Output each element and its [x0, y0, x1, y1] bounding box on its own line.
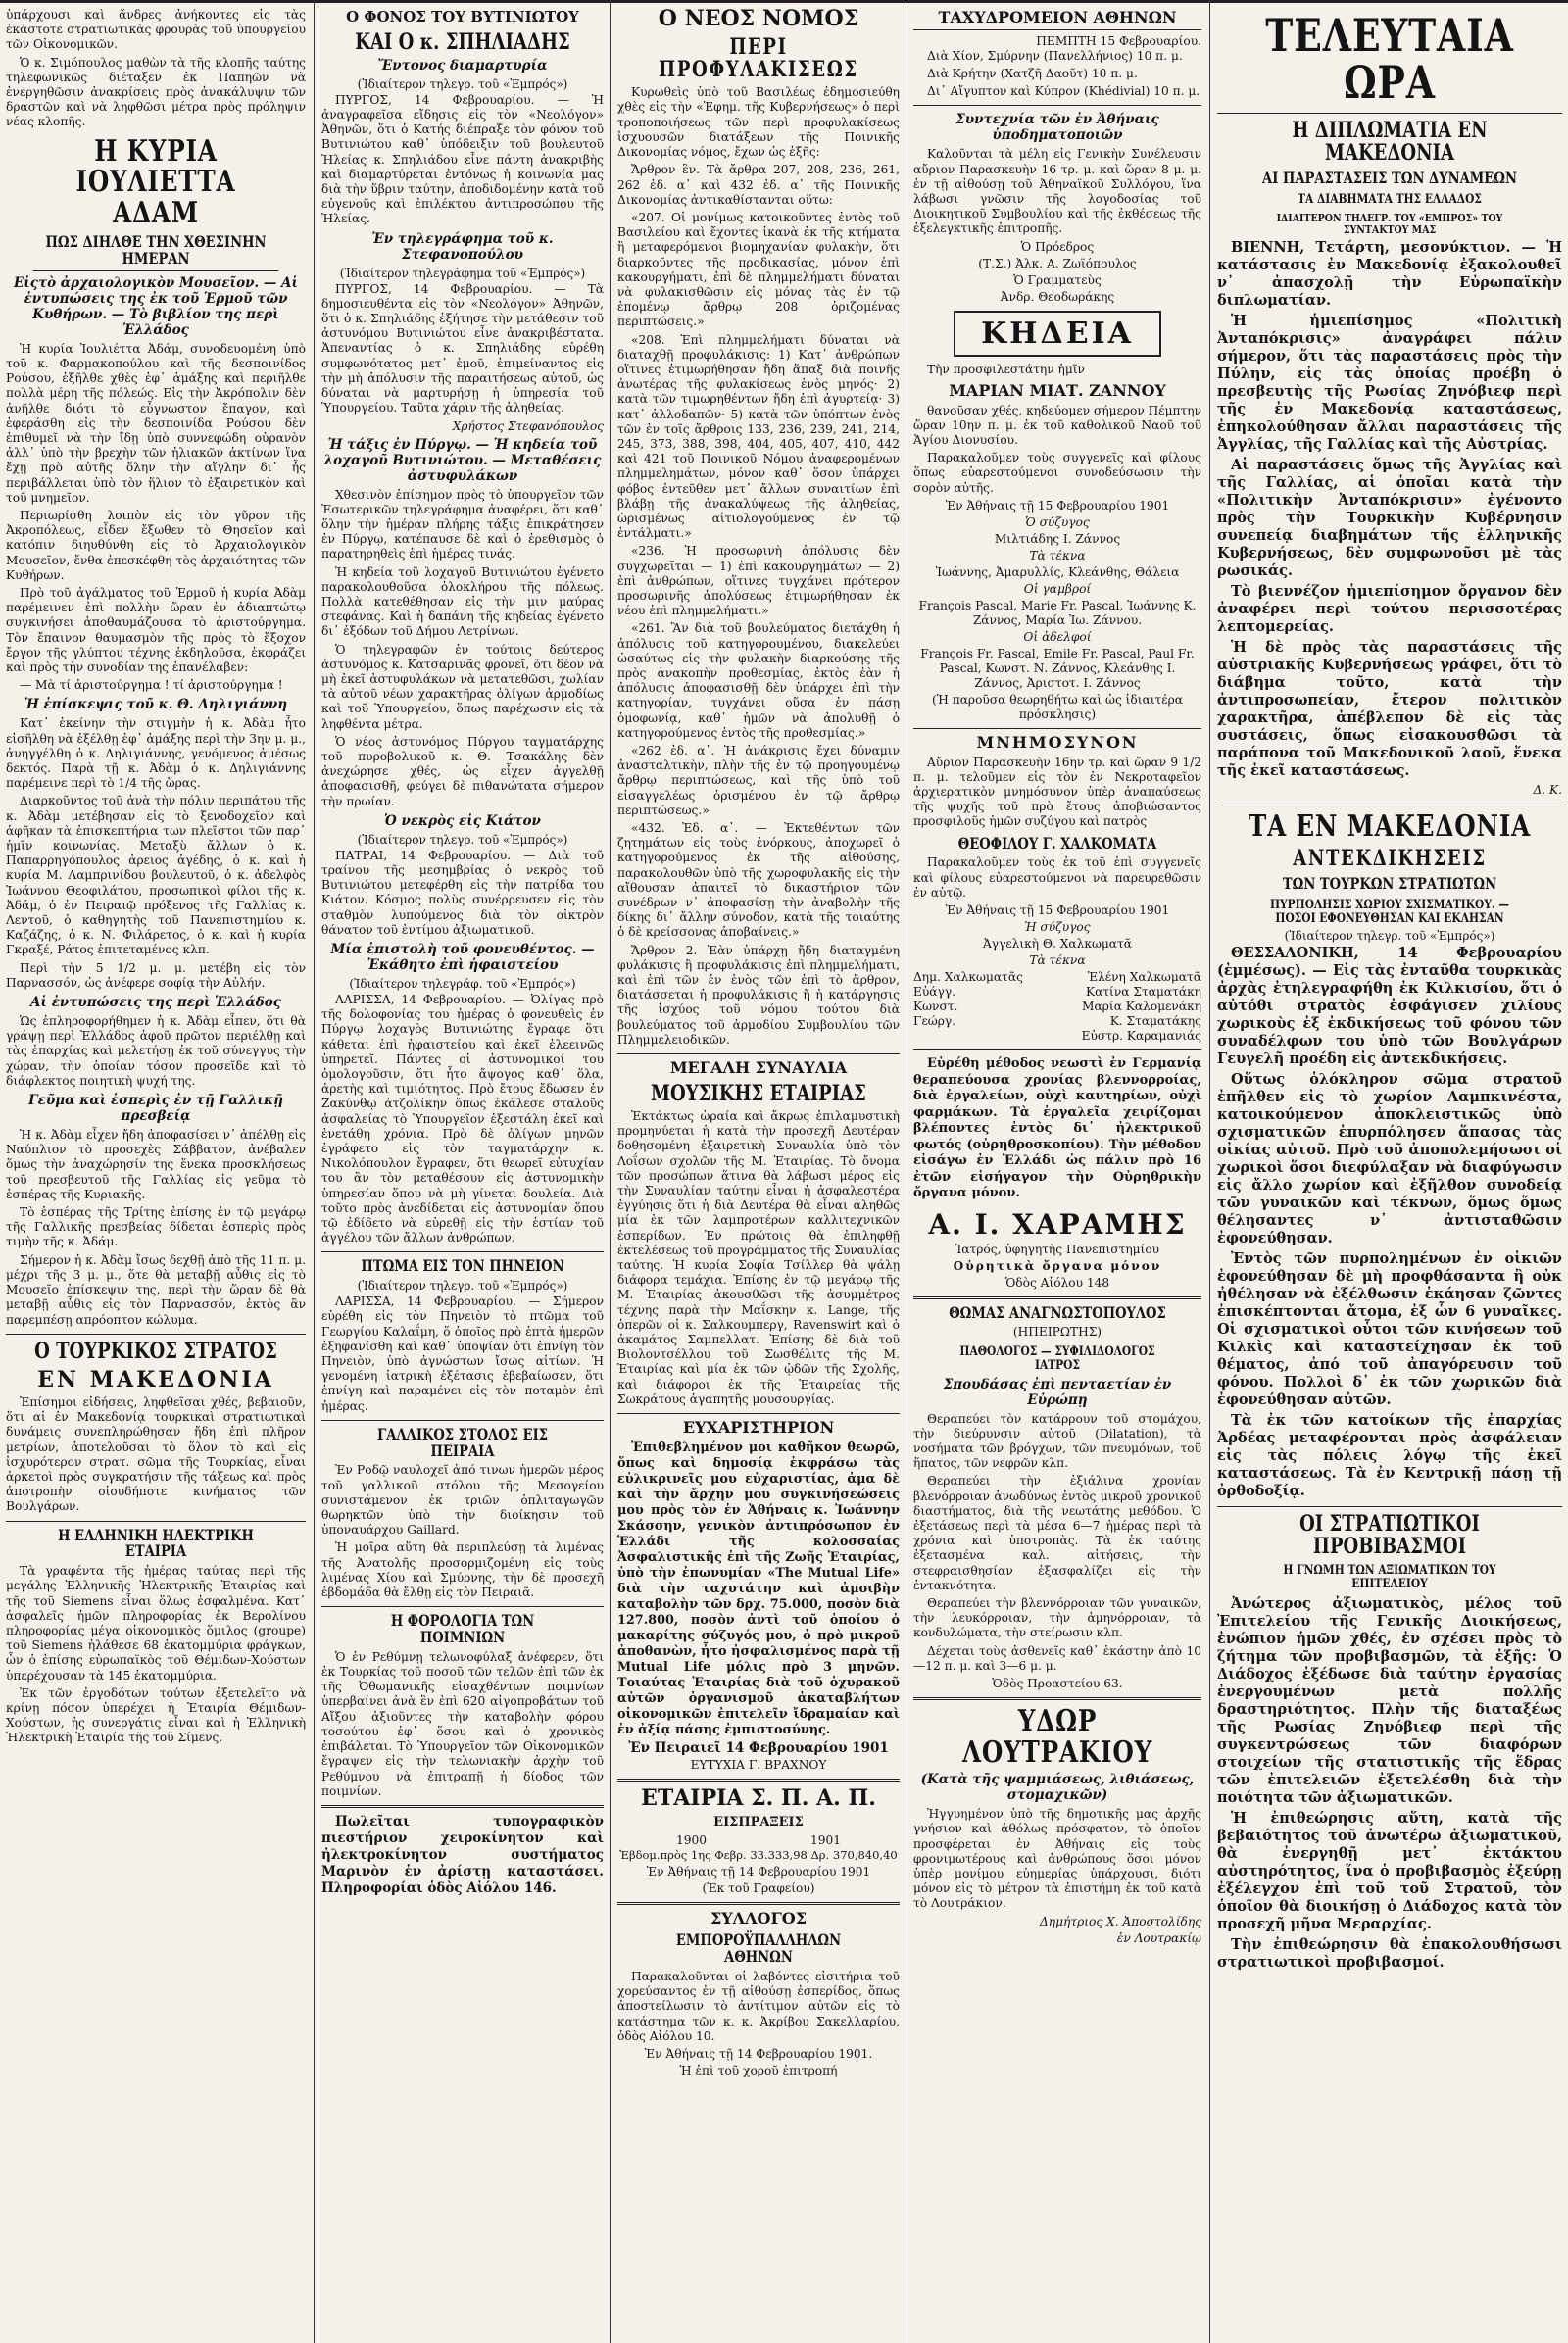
memorial-title: ΜΝΗΜΟΣΥΝΟΝ	[976, 732, 1139, 752]
dateline: (Ἰδιαίτερον τηλεγράφ. τοῦ «Ἐμπρός»)	[349, 976, 576, 991]
column-1	[0, 0, 312, 2343]
article-text: Ὁ νέος ἀστυνόμος Πύργου ταγματάρχης τοῦ πυροβολικοῦ κ. Θ. Τσακάλης δὲν ἀνεχώρησε χθές, ὡς εἶχεν ἀγγελθῇ ἀποφασισθῆ, φεύγει δὲ πιθανώτατα σήμερον τὴν πρωίαν.	[321, 734, 604, 808]
article-text: Θεραπεύει τὴν ἐξιάλινα χρονίαν βλενόρροιαν ἀνωδύνως ἐντὸς μικροῦ χρονικοῦ διαστήματος, διὰ τῆς νεωτάτης μεθόδου. Ὁ ἐξετάσεως περὶ τὰ μέσα 6—7 ἡμέρας περὶ τὰ χρόνια καὶ ὑποτροπὰς. Τὰ ἐκ ταύτης ἐξετασμένα καλ. αἰτήσεις, τὴν στεφραισθησίαν ἐξασφαλίζει εἰς τὴν ἐντακνότητα.	[913, 1474, 1201, 1592]
article-text: Κυρωθεὶς ὑπὸ τοῦ Βασιλέως ἐδημοσιεύθη χθὲς εἰς τὴν «Ἐφημ. τῆς Κυβερνήσεως» ὁ περὶ τροποποιήσεως τῶν περὶ προφυλακίσεως ἰσχυουσῶν διατάξεων τῆς Ποινικῆς Δικονομίας νόμος, ἔχων ὡς ἑξῆς:	[617, 85, 900, 160]
article-text-bold: Ἡ ἡμιεπίσημος «Πολιτικὴ Ἀνταπόκρισις» ἀναγράφει πάλιν σήμερον, ὅτι τὰς παραστάσεις πρὸς τὴν Πύλην, εἰς τὰς ὁποίας προέβη ὁ πρεσβευτὴς τῆς Ρωσίας Ζηνόβιεφ περὶ τῆς ἐν Μακεδονίᾳ καταστάσεως, ἐπηκολούθησαν ἄλλαι παραστάσεις τῆς Ἀγγλίας, τῆς Γαλλίας καὶ τῆς Αὐστρίας.	[1217, 313, 1562, 454]
funeral-names: Μιλτιάδης Ι. Ζάννος	[994, 531, 1121, 546]
headline-music-2: ΜΟΥΣΙΚΗΣ ΕΤΑΙΡΙΑΣ	[651, 1080, 866, 1106]
doctor2-title: ΠΑΘΟΛΟΓΟΣ — ΣΥΦΙΛΙΔΟΛΟΓΟΣ ΙΑΤΡΟΣ	[959, 1344, 1155, 1373]
article-text-bold: Ἐντὸς τῶν πυρπολημένων ἐν οἰκιῶν ἐφονεύθησαν δὲ μὴ προφθάσαντα ἢ οὐκ ἠθέλησαν νὰ ἐξέλθωσιν ἐκάησαν ζῶντες ἐπισκέπτονται ἄτομα, ἐξ ὧν 6 γυναῖκες. Οἱ σχισματικοὶ οὗτοι τῶν κινήσεων τοῦ Κιλκὶς καὶ καταστείχησαν ἐκ τοῦ θέματος, ἀπό τοῦ ἀπαγόρευσιν τοῦ φόνου. Πολλοὶ δ᾽ ἐκ τῶν χωρικῶν διὰ ἐφονεύθησαν αὐτῶν.	[1217, 1250, 1562, 1409]
headline-music: ΜΕΓΑΛΗ ΣΥΝΑΥΛΙΑ	[669, 1058, 848, 1078]
memorial-date: Ἐν Ἀθήναις τῇ 15 Φεβρουαρίου 1901	[945, 903, 1170, 918]
thanks-text: Ἐπιθεβλημένον μοι καθῆκον θεωρῶ, ὅπως καὶ δημοσίᾳ ἐκφράσω τὰς εὐλικρινεῖς μου εὐχαριστίας, ἀμα δὲ καὶ τὴν ἄρχην μου συγκινήσεώσεις μου πρὸς τὸν ἐν Ἀθήναις κ. Ἰωάννην Σκάσσην, γενικὸν ἀντιπρόσωπον ἐν Ἑλλάδι τῆς κολοσσαίας Ἀσφαλιστικῆς ἐπὶ τῆς Ζωῆς Ἑταιρίας, ὑπὸ τὴν ἐπωνυμίαν «The Mutual Life» διὰ τὴν ταχυτάτην καὶ ἀμοιβὴν καταβολὴν τῶν δρχ. 75.000, ποσὸν διὰ 127.800, ποσὸν ἀντὶ τοῦ ὁποίου ὁ μακαρίτης σύζυγός μου, ὁ πρὸ μικροῦ ἀποθανὼν, ἦτο ἠσφαλισμένος παρὰ τῇ Mutual Life μόλις πρὸ 3 μηνῶν. Τοιαύτας Ἑταιρίας διὰ τοῦ ὀχυρακοῦ αὐτῶν ὀργανισμοῦ ἀκαταβλήτων οἰκονομικῶν ἐπιτελεῖν ἴδραμαίαν καὶ ἐν ἀξίᾳ πάσης ἐμπιστοσύνης.	[617, 1440, 900, 1737]
memorial-row	[913, 1014, 1201, 1029]
headline-army: Ο ΤΟΥΡΚΙΚΟΣ ΣΤΡΑΤΟΣ	[34, 1338, 277, 1364]
column-rule	[610, 0, 611, 2343]
article-text: Αὔριον Παρασκευὴν 16ην τρ. καὶ ὥραν 9 1/2 π. μ. τελοῦμεν εἰς τὸν ἐν Νεκροταφεῖον ἀρχιερατικὸν μνημόσυνον ὑπὲρ ἀναπαύσεως τῆς ψυχῆς τοῦ πρὸ ἔτους ἀποβιώσαντος προσφιλοῦς ἡμῶν συζύγου καὶ πατρὸς	[913, 755, 1201, 829]
column-5	[1211, 0, 1568, 2343]
article-text: Ἄρθρον ἓν. Τὰ ἄρθρα 207, 208, 236, 261, 262 ἐδ. α᾽ καὶ 432 ἐδ. α᾽ τῆς Ποινικῆς Δικονομίας ἀντικαθίστανται οὕτω:	[617, 163, 900, 207]
spap-date: Ἐν Ἀθήναις τῇ 14 Φεβρουαρίου 1901	[646, 1864, 871, 1879]
spap-row: Ἑβδομ.πρὸς 1ης Φεβρ. 33.333,98 Δρ. 370,840,40	[619, 1847, 898, 1862]
article-text-bold: Ἡ ἐπιθεώρησις αὕτη, κατὰ τῆς βεβαιότητος τοῦ ἀνωτέρω ἀξιωματικοῦ, θὰ ἐνεργηθῇ μετ᾽ ἐκτάκτου αὐστηρότητος, ἵνα ὁ προβιβασμὸς ἐξεύρῃ ἐξέλεγχον ἐπὶ τοῦ τοῦ Στρατοῦ, τὸν ὁποῖον θὰ διοικήσῃ ὁ Διάδοχος κατὰ τὸν προσεχῆ μῆνα Μεραρχίας.	[1217, 1809, 1562, 1932]
divider	[913, 728, 1201, 729]
subheadline-macedonia-2: ΤΩΝ ΤΟΥΡΚΩΝ ΣΤΡΑΤΙΩΤΩΝ	[1282, 874, 1497, 894]
dateline: (Ἰδιαίτερον τηλεγράφημα τοῦ «Ἐμπρός»)	[339, 266, 586, 280]
memorial-names: Ἀγγελικὴ Θ. Χαλκωματᾶ	[982, 937, 1133, 952]
water-place: ἐν Λουτρακίῳ	[1116, 1930, 1201, 1945]
water-signature: Δημήτριος Χ. Ἀποστολίδης	[1040, 1914, 1201, 1928]
subtitle: Μία ἐπιστολὴ τοῦ φονευθέντος. — Ἐκάθητο ἐπὶ ἡφαιστείου	[330, 941, 595, 973]
cure-text: Εὑρέθη μέθοδος νεωστὶ ἐν Γερμανίᾳ θεραπεύουσα χρονίας βλεννορροίας, διὰ ἐργαλείων, οὐχὶ καυτηρίων, οὐχὶ φαρμάκων. Τὰ ἐργαλεῖα χειρίζομαι βλέποντες ἐντὸς δι᾽ ἠλεκτρικοῦ φωτός (οὐρηθροσκοπίου). Τὴν μέθοδον εἰσάγω ἐν Ἑλλάδι ὡς πάλιν πρὸ 16 ἐτῶν εἰσήγαγον τὴν Οὐρηθρικὴν ὄργανα μόνον.	[913, 1056, 1201, 1201]
classified-ad: Πωλεῖται τυπογραφικὸν πιεστήριον χειροκίνητον καὶ ἠλεκτροκίνητον συστήματος Μαρινὸν ἐν ἀρίστῃ καταστάσει. Πληροφορίαι ὁδὸς Αἰόλου 146.	[321, 1813, 604, 1896]
article-text: Ἄρθρον 2. Ἐὰν ὑπάρχῃ ἤδη διαταγμένη φυλάκισις ἢ προφυλάκισις ἐπὶ πλημμελήματι, καὶ ἐπὶ τῶν ἐν ἑνὸς τῶν ἐπὶ τὸ ἄρθρον, διατάσσεται ἡ προφυλάκισις ἤ ἡ κατάργησις τῆς ἰσχύος τοῦ νόμου τούτου διὰ βουλεύματος τοῦ ἁρμοδίου Συμβουλίου τῶν Πλημμελειοδικῶν.	[617, 943, 900, 1047]
article-text: Διαρκοῦντος τοῦ ἀνὰ τὴν πόλιν περιπάτου τῆς κ. Ἀδὰμ μετέβησαν εἰς τὸ ξενοδοχεῖον καὶ ἀφῆκαν τὰ ἐπισκεπτήρια των πλεῖστοι τῶν παρ᾽ ἡμῖν κοινωνίας. Μεταξὺ ἄλλων ὁ κ. Παπαρρηγόπουλος ἀρειος ἀγέδης, ὁ κ. καὶ ἡ κυρία Μ. Λαμπρινίδου βουλευτοῦ, ὁ κ. ἀδελφὸς Ἰωάννου Θεοφιλάτου, προσωπικοὶ φίλοι τῆς κ. Ἀδάμ, ὁ ἐν Πειραιῷ πρόξενος τῆς Γαλλίας κ. Λεντοῦ, ὁ καθηγητὴς τοῦ Πανεπιστημίου κ. Καζάζης, ὁ κ. Ν. Φιλάρετος, ὁ κ. καὶ ἡ κυρία Γκραξέ, Ράτος ἐπιτεταμένος κλπ.	[6, 794, 306, 957]
headline-army-2: ΕΝ ΜΑΚΕΔΟΝΙΑ	[37, 1366, 274, 1392]
divider	[617, 1779, 900, 1782]
doctor2-origin: (ΗΠΕΙΡΩΤΗΣ)	[1012, 1325, 1102, 1340]
headline-river: ΠΤΩΜΑ ΕΙΣ ΤΟΝ ΠΗΝΕΙΟΝ	[361, 1256, 564, 1276]
headline-promotions: ΟΙ ΣΤΡΑΤΙΩΤΙΚΟΙ ΠΡΟΒΙΒΑΣΜΟΙ	[1299, 1511, 1480, 1560]
subtitle: Γεῦμα καὶ ἑσπερὶς ἐν τῇ Γαλλικῇ πρεσβείᾳ	[28, 1093, 283, 1125]
doctor2-address: Ὁδὸς Προαστείου 63.	[992, 1677, 1123, 1691]
article-text: ΛΑΡΙΣΣΑ, 14 Φεβρουαρίου. — Ὀλίγας πρὸ τῆς δολοφονίας του ἡμέρας ὁ φονευθεὶς ἐν Πύργῳ λοχαγὸς Βυτινιώτης ἔγραφε ὅτι κάθεται ἐπὶ ἡφαιστείου καὶ ἐκεῖ ἐλεεινῶς ὑπηρετεῖ. Πάντες οἱ ἀστυνομικοί του ὁμολογοῦσιν, ὅτι ἦτο ἄψογος καθ᾽ ὅλα, ἀρετὴς καὶ τιμιότητος. Πρὸ ἔτους ἔδωσεν ἐν Ζακύνθῳ ἀτζολίκην ὅπως ἐκάλεσε σταλοῦς ἀσφαλείας τὸ Ὑπουργεῖον ἐξεστάλη ἐκεῖ καὶ ἐνετάθη χρόνια. Πρὸ δὲ ὀλίγων μηνῶν ἐγράφετο εἰς τὸν ταγματάρχην κ. Νικολόπουλον ἔγραφεν, ὅτι θεωρεῖ εὐτυχίαν του ἂν τὸν μεταθέσουν εἰς ἀστυνομικὴν ὑπηρεσίαν ὅπου νὰ μὴ γίνεται δουλεία. Διὰ τοῦτο πρὸς ἀνεδίδεται εἰς ἀστυνομίαν ὅπου τῷ ἐδίδετο νὰ εὑρεθῇ εἰς τὴν ἑστίαν τοῦ ἀγγέλου τῶν ἄλλων ἀνθρώπων.	[321, 992, 604, 1245]
post-date: ΠΕΜΠΤΗ 15 Φεβρουαρίου.	[1036, 33, 1201, 48]
divider	[6, 1521, 306, 1522]
article-text: «432. Ἐδ. α᾽. — Ἐκτεθέντων τῶν ζητημάτων εἰς τοὺς ἐνόρκους, ἀποχωρεῖ ὁ κατηγορούμενος ἐκ τῆς αἰθούσης, παρακολουθῶν ὑπὸ τῆς χωροφυλακῆς εἰς τὴν αἴθουσαν ἀπαιτεῖ τὸ δικαστήριον τῶν συνέδρων ν᾽ ἀποφασίσῃ τὴν ἀναβολὴν τῆς δίκης δι᾽ ἄλλην σύνοδον, κατὰ τῆς τοιαύτης ὁ δὲ κρείσσονας ἀποβαίνεις.»	[617, 821, 900, 940]
article-text: Θεραπεύει τὴν βλεννόρροιαν τῶν γυναικῶν, τὴν λευκόρροιαν, τὴν ἀμηνόρροιαν, τὰ κονδυλώματα, τὴν στείρωσιν κλπ.	[913, 1596, 1201, 1640]
subtitle: Εἰςτὸ ἀρχαιολογικὸν Μουσεῖον. — Αἱ ἐντυπώσεις της ἐκ τοῦ Ἑρμοῦ τῶν Κυθήρων. — Τὸ βιβλίον της περὶ Ἑλλάδος	[13, 274, 299, 338]
article-text: Καλοῦνται τὰ μέλη εἰς Γενικὴν Συνέλευσιν αὔριον Παρασκευὴν 16 τρ. μ. καὶ ὥραν 8 μ. μ. ἐν τῇ αἰθούσῃ τοῦ Ἀθηναϊκοῦ Συλλόγου, ἵνα λάβωσι γνῶσιν τῆς λογοδοσίας τοῦ Διοικητικοῦ Συμβουλίου καὶ τῆς ἐκθέσεως τῆς ἐξελεγκτικῆς ἐπιτροπῆς.	[913, 147, 1201, 236]
guild-label: Ὁ Γραμματεὺς	[1013, 272, 1102, 287]
guild-label: Ὁ Πρόεδρος	[1020, 239, 1095, 254]
post-line: Διὰ Κρήτην (Χατζῆ Δαοῦτ) 10 π. μ.	[927, 67, 1138, 80]
article-text: «262 ἐδ. α᾽. Ἡ ἀνάκρισις ἔχει δύναμιν ἀνασταλτικὴν, πλὴν τῆς ἐν τῷ προηγουμένῳ ἄρθρῳ περιπτώσεως, καὶ τῆς ὑπὸ τοῦ εἰσαγγελέως ὁρισμένου ἐν τῷ ἄρθρῳ περιπτώσεως.»	[617, 744, 900, 817]
article-text: Ἡ κηδεία τοῦ λοχαγοῦ Βυτινιώτου ἐγένετο παρακολουθοῦσα ὁλοκλήρου τῆς πόλεως. Πολλὰ κατεθέθησαν εἰς τὴν μιν μαύρας στεφάνας. Καὶ ἡ δαπάνη τῆς κηδείας ἐγένετο δι᾽ ἐξόδων τοῦ Δήμου Λετρίνων.	[321, 564, 604, 639]
subtitle: Ἐν τηλεγράφημα τοῦ κ. Στεφανοπούλου	[371, 230, 554, 263]
article-text: Ἡ κυρία Ἰουλιέττα Ἀδάμ, συνοδευομένη ὑπὸ τοῦ κ. Φαρμακοπούλου καὶ τῆς δεσποινίδος Ρούσου, ἐξῆλθε χθὲς ἐφ᾽ ἁμάξης καὶ περιῆλθε πολλὰ μέρη τῆς πόλεώς. Εἰς τὴν Ἀκρόπολιν δὲν ἀνῆλθε διότι τὸ εὖγνωστον ἔπαγον, καὶ ἐφεράσθη εἰς τὴν δεσποινίδα Ρούσου δὲν ἐπιθυμεῖ νὰ τὴν ἴδῃ ὑπὸ συννεφώδη οὐρανὸν ἀλλ᾽ ὑπὸ τὴν βρεχὴν τῶν ἡλιακῶν ἀκτίνων ἵνα ἔχῃ πρὸ αὐτῆς ὅλην τὴν αἴγλην δι᾽ ἧς περιβάλλεται ὑπὸ τὸν ἥλιον τὸ ἐξαιρετικὸν καὶ τοῦ μνημεῖον.	[6, 341, 306, 505]
article-quote: — Μὰ τί ἀριστούργημα ! τί ἀριστούργημα !	[20, 678, 283, 693]
spap-subtitle: ΕΙΣΠΡΑΞΕΙΣ	[713, 1814, 804, 1830]
article-text: Ὡς ἐπληροφορήθημεν ἡ κ. Ἀδὰμ εἶπεν, ὅτι θὰ γράψῃ περὶ Ἑλλάδος ἀφοῦ πρῶτον περιέλθῃ καὶ τὰς ἐπαρχίας καὶ μελετήσῃ ἐκ τοῦ σύνεγγυς τὴν χώραν, τὴν ὁποίαν τόσον προσεῖδε καὶ τὸ διάφλεκτος ποιητικὴ ψυχή της.	[6, 1014, 306, 1088]
subtitle: Ὁ νεκρὸς εἰς Κιάτον	[384, 812, 541, 829]
subtitle: Ἔντονος διαμαρτυρία	[377, 57, 548, 73]
article-text: Πρὸ τοῦ ἀγάλματος τοῦ Ἑρμοῦ ἡ κυρία Ἀδὰμ παρέμεινεν ἐπὶ πολλὴν ὥραν ἐν ἀδιαπτώτῳ συγκινήσει ἀποθαυμάζουσα τὸ ἀριστούργημα. Τὸν ἔπαινον θαυμασμὸν τῆς πρὸς τὸ ἔξοχον ἔργον τῆς γλύπτου τέχνης ἐκδηλοῦσα, ἐκφράζει καὶ πρὸς τὴν συνοδίαν της ἐπανέλαβεν:	[6, 585, 306, 674]
divider	[913, 1296, 1201, 1299]
article-text: Ἡ μοῖρα αὕτη θὰ περιπλεύσῃ τὰ λιμένας τῆς Ἀνατολῆς προσορμιζομένη εἰς τοὺς λιμένας Χίου καὶ Σμύρνης, τὴν δὲ προσεχῆ ἑβδομάδα θὰ ἔλθῃ εἰς τὸν Πειραιᾶ.	[321, 1540, 604, 1600]
dateline: (Ἰδιαίτερον τηλεγρ. τοῦ «Ἐμπρός»)	[1284, 929, 1495, 944]
article-text: Περιωρίσθη λοιπὸν εἰς τὸν γῦρον τῆς Ἀκροπόλεως, εἶδεν ἔξωθεν τὸ Θησεῖον καὶ κατόπιν διηυθύνθη εἰς τὸ Ἀρχαιολογικὸν Μουσεῖον, ἔνθα ἐπεσκέφθη τὸς ἀρχαιότητας τῶν Κυθήρων.	[6, 508, 306, 582]
headline-law-2: ΠΕΡΙ ΠΡΟΦΥΛΑΚΙΣΕΩΣ	[659, 34, 858, 83]
article-text: Ἑκτάκτως ὡραία καὶ ἄκρως ἐπιλαμυστικὴ προμηνύεται ἡ κατὰ τὴν προσεχῆ Δευτέραν δοθησομένη ἐξαιρετικὴ Συναυλία ὑπὸ τὸν Λοΐσων σχολῶν τῆς Μ. Ἑταιρίας. Τὸ ὄνομα τῶν προσώπων ἅτινα θὰ λάβωσι μέρος εἰς τὴν Συναυλίαν ταύτην εἶναι ἡ ἀσφαλεστέρα ἐγγύησις ὅτι ἡ διὰ Δευτέρα θὰ εἶναι ἀληθῶς μία ἐκ τῶν λαμπροτέρων καλλιτεχνικῶν ἑσπερίδων. Ἐν πρώτοις θὰ ἐπιληφθῇ ἐκτελέσεως τοῦ προγράμματος τῆς Συναυλίας ταύτης. Ἡ κυρία Σοφία Τσίλλερ θὰ ψάλῃ διάφορα τεμάχια. Ἐπίσης ἐν τῷ μεγάρῳ τῆς Μ. Ἑταιρίας ἀκουσθῶσι τῆς ἀσυμμέτρος τέχνης παρὰ τὴν Μαΐσκην κ. Lange, τῆς ὁπερῶν οἱ κ. Σαλκουμπεργ, Ravenswirt καὶ ὁ ἀκαμάτος Σαμπελλατ. Ἐπίσης δὲ διὰ τοῦ Βιολοντσέλλου τοῦ Σωσθέλιτς τῆς Μ. Ἑταιρίας καὶ μία ἐκ τῶν ᾠδῶν τῆς Σχολῆς, καὶ διάφοροι ἐκ τῆς Ἑταιρείας τῆς Σωκράτους ἀγαπητῆς μουσουργίας.	[617, 1108, 900, 1406]
divider	[6, 1334, 306, 1335]
spap-year: 1900	[676, 1832, 708, 1847]
spap-signature: (Ἐκ τοῦ Γραφείου)	[702, 1880, 815, 1895]
article-text: Θεραπεύει τὸν κατάρρουν τοῦ στομάχου, τὴν διεύρυνσιν αὐτοῦ (Dilatation), τὰ νοσήματα τῶν βρόγχων, τῶν πνευμόνων, τοῦ ἥπατος, τῶν νεφρῶν κλπ.	[913, 1411, 1201, 1471]
memorial-row	[913, 1029, 1201, 1044]
memorial-cell: Κατίνα Σταματάκη	[1085, 985, 1201, 1000]
headline-macedonia: ΤΑ ΕΝ ΜΑΚΕΔΟΝΙΑ	[1248, 808, 1532, 844]
column-3	[612, 0, 906, 2343]
article-text: Παρακαλοῦμεν τοὺς συγγενεῖς καὶ φίλους ὅπως εὐαρεστούμενοι συνοδεύσωσιν τὴν σορὸν αὐτῆς.	[913, 451, 1201, 495]
article-text: Κατ᾽ ἐκείνην τὴν στιγμὴν ἡ κ. Ἀδὰμ ἦτο εἰσῆλθη νὰ ἐξέλθῃ ἐφ᾽ ἁμάξης περὶ τὴν 3ην μ. μ., ἀνηγγέλθη ὁ κ. Δηλιγιάννης, γενόμενος ἀμέσως δεκτός. Παρὰ τῇ κ. Ἀδὰμ ὁ κ. Δηλιγιάννης παρέμεινε περὶ τὸ 1/4 τῆς ὥρας.	[6, 716, 306, 791]
article-text: Ὁ τηλεγραφῶν ἐν τούτοις δεύτερος ἀστυνόμος κ. Κατσαρινᾶς φρονεῖ, ὅτι δέον νὰ μὴ ἐκεῖ ἀστυφυλάκων νὰ μετατεθῶσι, χωλίαν τὰ αὐτοῦ νέων χαρακτῆρας ὀλίγων ἁρμοδίως καὶ τοῦ Ὑπουργείου, ὅπως παρέχωσιν εἰς τὰ ληφθέντα μέτρα.	[321, 642, 604, 731]
doctor2-sub: Σπουδάσας ἐπὶ πενταετίαν ἐν Εὐρώπῃ	[943, 1376, 1172, 1408]
headline-law: Ο ΝΕΟΣ ΝΟΜΟΣ	[658, 6, 859, 31]
funeral-date: Ἐν Ἀθήναις τῇ 15 Φεβρουαρίου 1901	[945, 498, 1170, 513]
headline-murder-2: ΚΑΙ Ο κ. ΣΠΗΛΙΑΔΗΣ	[355, 28, 570, 55]
article-text: Τὸ ἑσπέρας τῆς Τρίτης ἐπίσης ἐν τῷ μεγάρῳ τῆς Γαλλικῆς πρεσβείας δίδεται ἑσπερὶς πρὸς τιμὴν τῆς κ. Ἀδάμ.	[6, 1205, 306, 1249]
headline-last-hour: ΤΕΛΕΥΤΑΙΑ ΩΡΑ	[1265, 9, 1514, 110]
article-text-bold: Τὴν ἐπιθεώρησιν θὰ ἐπακολουθήσωσι στρατιωτικοὶ προβιβασμοί.	[1217, 1935, 1562, 1971]
memorial-cell: Μαρία Καλομενάκη	[1082, 1000, 1201, 1014]
assoc-date: Ἐν Ἀθήναις τῇ 14 Φεβρουαρίου 1901.	[644, 2046, 873, 2061]
column-rule	[314, 0, 315, 2343]
headline-tax: Η ΦΟΡΟΛΟΓΙΑ ΤΩΝ ΠΟΙΜΝΙΩΝ	[390, 1611, 535, 1647]
divider	[913, 1697, 1201, 1700]
divider	[321, 1251, 604, 1252]
article-text-bold: Οὕτως ὁλόκληρον σῶμα στρατοῦ ἐπῆλθεν εἰς τὸ χωρίον Λαμπκινέστα, κατοικούμενον ἀποκλειστικῶς ὑπὸ σχισματικῶν ἐπυρπόλησεν ἅπασας τὰς οἰκίας αὐτοῦ. Πρὸ τοῦ ἀποπολεμήσωσι οἱ χωρικοὶ ὅσοι διεφύλαξαν νὰ διαφύγωσιν εἰς ἄλλο χωρίον καὶ ἐξῆλθον συνοδείᾳ τῶν γυναικῶν καὶ τέκνων, ὅμως ὅμως θέλησαντες ν᾽ ἀντισταθῶσιν ἐφονεύθησαν.	[1217, 1071, 1562, 1247]
headline-diplomacy: Η ΔΙΠΛΩΜΑΤΙΑ ΕΝ ΜΑΚΕΔΟΝΙΑ	[1292, 117, 1488, 166]
article-text: Παρακαλοῦμεν τοὺς ἐκ τοῦ ἐπὶ συγγενεῖς καὶ φίλους εὐαρεστούμενοι νὰ παρευρεθῶσιν ἐν αὐτῷ.	[913, 855, 1201, 900]
subtitle: Συντεχνία τῶν ἐν Ἀθήναις ὑποδηματοποιῶν	[956, 112, 1159, 144]
funeral-name: ΜΑΡΙΑΝ ΜΙΑΤ. ΖΑΝΝΟΥ	[949, 380, 1166, 400]
headline-post: ΤΑΧΥΔΡΟΜΕΙΟΝ ΑΘΗΝΩΝ	[913, 10, 1201, 30]
article-text: ὑπάρχουσι καὶ ἄνδρες ἀνήκοντες εἰς τὰς ἐκάστοτε στρατιωτικὰς φρουρὰς τοῦ ὑπουργείου τῶν Οἰκονομικῶν.	[6, 8, 306, 52]
article-text: ΠΥΡΓΟΣ, 14 Φεβρουαρίου. — Ἡ ἀναγραφεῖσα εἴδησις εἰς τὸν «Νεολόγον» Ἀθηνῶν, ὅτι ὁ Κατής διέπραξε τὸν φόνον τοῦ Βυτινιώτου καθ᾽ ὑπόδειξιν τοῦ βουλευτοῦ Ἠλείας κ. Σπηλιάδου εἶνε πάντη ἀνακριβὴς καὶ διαμαρτύρεται ἐντόνως ἡ κοινωνία μας διὰ τὴν ὕβριν ταύτην, ἀποδιδομένην κατὰ τοῦ εὐγενοῦς καὶ ἐπιλέκτου ἀντιπροσώπου τῆς Ἠλείας.	[321, 92, 604, 226]
divider	[617, 1902, 900, 1905]
article-text: «208. Ἐπὶ πλημμελήματι δύναται νὰ διαταχθῇ προφυλάκισις: 1) Κατ᾽ ἀνθρώπων οἵτινες ἐτιμωρήθησαν ἤδη ἅπαξ διὰ ποινῆς ἀνωτέρας τῆς φυλακίσεως ἑνὸς μηνός· 2) κατὰ τῶν τιμωρηθέντων ἤδη ἐπὶ ἀγυρτείᾳ· 3) κατ᾽ ἀλλοδαπῶν· 5) κατὰ τῶν ὑπόπτων ἐνὸς τῶν ἐν τοῖς ἄρθροις 133, 236, 239, 241, 214, 245, 373, 388, 398, 404, 405, 407, 410, 442 καὶ 421 τοῦ Ποινικοῦ Νόμου ἀναφερομένων πλημμελημάτων, μόνον καθ᾽ ὅσον ὑπάρχει φόβος ἐντεῦθεν μετ᾽ ἄλλων συναιτίων ἐπὶ βλάβῃ τῆς ἀνακαλύψεως τῆς ἀληθείας, ὡρισμένως αἰτιολογούμενος ἐν τῷ ἐντάλματι.»	[617, 332, 900, 541]
funeral-names: Ἰωάννης, Ἀμαρυλλίς, Κλεάνθης, Θάλεια	[935, 564, 1180, 579]
doctor-name: Α. Ι. ΧΑΡΑΜΗΣ	[928, 1207, 1187, 1241]
funeral-label: Οἱ γαμβροί	[1023, 581, 1092, 596]
funeral-title: ΚΗΔΕΙΑ	[954, 311, 1161, 357]
memorial-label: Τὰ τέκνα	[1029, 953, 1086, 968]
memorial-children	[913, 970, 1201, 1044]
article-text: Ἐκ τῶν ἐργοδότων τούτων ἐξετελεῖτο νὰ κρίνῃ πόσον ὑπερέχει ἡ Ἑταιρία Θέμιδων-Χούστων, ἡς συνεργάτις εἶναι καὶ ἡ Ἑλληνικὴ Ἠλεκτρικὴ Ἑταιρία τῆς τοῦ Σίμενς.	[6, 1685, 306, 1745]
divider	[321, 1805, 604, 1808]
doctor2-hours: Δέχεται τοὺς ἀσθενεῖς καθ᾽ ἑκάστην ἀπὸ 10—12 π. μ. καὶ 3—6 μ. μ.	[913, 1643, 1201, 1673]
dateline: (Ἰδιαίτερον τηλεγρ. τοῦ «Ἐμπρός»)	[357, 76, 568, 91]
article-text: Παρακαλοῦνται οἱ λαβόντες εἰσιτήρια τοῦ χορεύσαντος ἐν τῇ αἰθούσῃ ἐσπερίδος, ὅπως ἀποστείλωσιν τὸ ἀντίτιμον αὐτῶν εἰς τὸ κατάστημα τῶν κ. κ. Ἀκρίβου Σακελλαρίου, ὁδὸς Αἰόλου 10.	[617, 1969, 900, 2043]
memorial-label: Ἡ σύζυγος	[1024, 920, 1091, 935]
article-text: Ὁ ἐν Ρεθύμνῃ τελωνοφύλαξ ἀνέφερεν, ὅτι ἐκ Τουρκίας τοῦ ποσοῦ τῶν τελῶν ἐπὶ τῶν ἐκ τῆς Ὀθωμανικῆς εἰσαχθέντων ποιμνίων ὑπερβαίνει ἀνὰ ἓν ἐπὶ 620 αἰγοπροβάτων τοῦ Αἴξου ἀξιοῦντες τὴν καταβολὴν φόρου τοσούτου ἐφ᾽ ὅσου καὶ ὁ χρονικὸς ἐπιβάλεται. Τὸ Ὑπουργεῖον τῶν Οἰκονομικῶν ἔγραψεν εἰς τὴν τελωνιακὴν ἀρχὴν τοῦ Ρεθύμνου νὰ ἐπιτραπῇ ἡ δίοδος τῶν ποιμνίων.	[321, 1649, 604, 1798]
subheadline-promotions: Η ΓΝΩΜΗ ΤΩΝ ΑΞΙΩΜΑΤΙΚΩΝ ΤΟΥ ΕΠΙΤΕΛΕΙΟΥ	[1283, 1563, 1496, 1592]
article-text: ΛΑΡΙΣΣΑ, 14 Φεβρουαρίου. — Σήμερον εὑρέθη εἰς τὸν Πηνειὸν τὸ πτῶμα τοῦ Γεωργίου Καλαΐμη, ὅ ὁποῖος πρὸ ἐπτὰ ἡμερῶν ἐξηφανίσθη καὶ καθ᾽ ὑποψίαν ὁτι ἐπνίγη τὸν Πηνειὸν, ὑπὸ ἀγνώστων ἴσως αἰτίων. Ἡ γενομένη ἰατρικὴ ἐξέτασις ἐβεβαίωσεν, ὅτι ἐπνίγη καὶ παραμένει εἰς τὸν ποταμὸν ἐπὶ ἡμέρας.	[321, 1294, 604, 1413]
memorial-row	[913, 985, 1201, 1000]
article-text-bold: Ἀνώτερος ἀξιωματικὸς, μέλος τοῦ Ἐπιτελείου τῆς Γενικῆς Διοικήσεως, ἐνώπιον ἡμῶν χθές, ἐν σχέσει πρὸς τὸ ζήτημα τῶν προβιβασμῶν, τὰ ἑξῆς: Ὁ Διάδοχος ἐξέδωσε διὰ ταύτην ἐργασίας ἐνεργουμένων μετὰ πολλῆς δραστηριότητος. Πλὴν τῆς διαταξέως τῆς Ρωσίας Ζηνόβιεφ περὶ τῆς συγκεντρώσεως τῶν διαφόρων στοιχείων τῆς στατιστικῆς τῆς ἕδρας τῶν ἐπιτελειῶν ἐξετελέσθη διὰ τὴν ποιότητα τῶν ἀξιωματικῶν.	[1217, 1594, 1562, 1806]
article-text: ΠΥΡΓΟΣ, 14 Φεβρουαρίου. — Τὰ δημοσιευθέντα εἰς τὸν «Νεολόγον» Ἀθηνῶν, ὅτι ὁ κ. Σπηλιάδης ἐξήτησε τὴν μετάθεσιν τοῦ ἀστυνόμου Βυτινιώτου εἶνε ἀνακριβέστατα. Ἀπεναντίας ὁ κ. Σπηλιάδης εὑρέθη συμφωνότατος μετ᾽ ἐμοῦ, ἐπιμείναντος εἰς τὴν μὴ ἀπόλυσιν τῆς παραιτήσεως αὐτοῦ, ὡς δύναται νὰ μαρτυρήσῃ ἡ ὑπηρεσία τοῦ Ὑπουργείου. Ταῦτα χάριν τῆς ἀληθείας.	[321, 281, 604, 415]
memorial-cell: Ἑλένη Χαλκωματᾶ	[1087, 970, 1201, 985]
funeral-names: François Fr. Pascal, Emile Fr. Pascal, Paul Fr. Pascal, Κωνστ. Ν. Ζάννος, Κλεάνθης Ι. Ζάννος, Ἀριστοτ. Ι. Ζάννος	[920, 646, 1195, 690]
memorial-cell: Κ. Σταματάκης	[1109, 1014, 1201, 1029]
subheadline-macedonia: ΑΝΤΕΚΔΙΚΗΣΕΙΣ	[1293, 846, 1487, 872]
divider	[1217, 1506, 1562, 1507]
article-text: Ἠγγυημένον ὑπὸ τῆς δημοτικῆς μας ἀρχῆς γνήσιον καὶ ἀθόλως πρόσφατον, τὸ ὁποῖον προσφέρεται ἐν Ἀθήναις εἰς τοὺς φρονιμωτέρους καὶ ἀνθρώπους ὅσοι μόνον ὑπὲρ μονίμου εὐημερίας ὑπάρχουσι, διότι μόνον εἰς τὸ μέτρον τὰ ἐπιστήμη ἐκ τοῦ κατὰ τὸ Λουτράκιον.	[913, 1807, 1201, 1911]
dateline: (Ἰδιαίτερον τηλεγρ. τοῦ «Ἐμπρός»)	[357, 832, 568, 847]
headline-assoc: ΣΥΛΛΟΓΟΣ	[710, 1908, 808, 1928]
column-2	[316, 0, 610, 2343]
column-rule	[1209, 0, 1210, 2343]
funeral-label: Οἱ ἀδελφοί	[1023, 629, 1092, 644]
funeral-label: Ὁ σύζυγος	[1025, 514, 1090, 529]
article-text-bold: Τὰ ἐκ τῶν κατοίκων τῆς ἐπαρχίας Ἀρδέας μεταφέρονται πρὸς ἀσφάλειαν εἰς τὰς πόλεις λόγῳ τῆς ἐκεῖ καταστάσεως. Τὰ ἐν Κεντρικῇ πάσῃ τῇ ὀρθοδοξίᾳ.	[1217, 1412, 1562, 1500]
dip-telegram: ΙΔΙΑΙΤΕΡΟΝ ΤΗΛΕΓΡ. ΤΟΥ «ΕΜΠΡΟΣ» ΤΟΥ ΣΥΝΤΑΚΤΟΥ ΜΑΣ	[1276, 211, 1503, 237]
signature: Χρήστος Στεφανόπουλος	[452, 418, 604, 433]
article-text-bold: ΒΙΕΝΝΗ, Τετάρτη, μεσονύκτιον. — Ἡ κατάστασις ἐν Μακεδονίᾳ ἐξακολουθεῖ ν᾽ ἀπασχολῇ τὴν Εὐρωπαϊκὴν διπλωματίαν.	[1217, 239, 1562, 310]
funeral-label: Τὰ τέκνα	[1029, 548, 1086, 562]
funeral-note: (Ἡ παροῦσα θεωρηθήτω καὶ ὡς ἰδιαιτέρα πρόσκλησις)	[931, 692, 1184, 721]
post-line: Δι᾽ Αἴγυπτον καὶ Κύπρον (Khédivial) 10 π. μ.	[927, 84, 1200, 99]
headline-assoc-2: ΕΜΠΟΡΟΫΠΑΛΛΗΛΩΝ ΑΘΗΝΩΝ	[675, 1930, 842, 1967]
subtitle: Αἱ ἐντυπώσεις της περὶ Ἑλλάδος	[29, 995, 281, 1011]
thanks-signature: ΕΥΤΥΧΙΑ Γ. ΒΡΑΧΝΟΥ	[690, 1757, 827, 1772]
water-subtitle: (Κατὰ τῆς ψαμμιάσεως, λιθιάσεως, στομαχικῶν)	[920, 1772, 1195, 1804]
article-text: «207. Οἱ μονίμως κατοικοῦντες ἐντὸς τοῦ Βασιλείου καὶ ἔχοντες ἱκανὰ ἐκ τῆς κτήματα ἢ μεταφερόμενοι βιομηχανίαν φυλακὴν, ὅτι διαρκοῦντες τῆς προδικασίας, μόνον ἐπὶ κακουργήματι, ἐπὶ δὲ πλημμελήματι δύναται νὰ φυλακισθῶσιν εἰς μόνας τὰς ἐν τῷ ἑπομένῳ ἄρθρῳ 208 ὁριζομένας περιπτώσεις.»	[617, 210, 900, 329]
divider	[321, 1606, 604, 1607]
article-text-bold: ΘΕΣΣΑΛΟΝΙΚΗ, 14 Φεβρουαρίου (ἐμμέσως). — Εἰς τὰς ἐνταῦθα τουρκικὰς ἀρχὰς ἐτηλεγραφήθη ἐκ Κιλκισίου, ὅτι ὁ αὐτόθι στρατὸς ἐσφάγισεν χιλίους χωρικοὺς ἐξ ἐκδικήσεως τοῦ φόνου τῶν συναδέλφων του ὑπὸ τῶν Βουλγάρων Γευγελῆ προέδη εἰς ἀντεκδικήσεις.	[1217, 945, 1562, 1068]
article-text: «236. Ἡ προσωρινὴ ἀπόλυσις δὲν συγχωρεῖται — 1) ἐπὶ κακουργημάτων — 2) ἐπὶ ἀνθρώπων, οἵτινες τυγχάνει πρότερον προσωρινῆς ἀπολύσεως ἐτιμωρήθησαν ἐκ νέου ἐπὶ πλημμελήματι.»	[617, 544, 900, 618]
article-text: «261. Ἂν διὰ τοῦ βουλεύματος διετάχθη ἡ ἀπόλυσις τοῦ κατηγορουμένου, διακελεύει ὡσαύτως εἰς τὴν φυλακὴν διαρκούσης τῆς πρὸς ἀνακοπὴν προθεσμίας, ἐκτὸς ἐὰν ἡ ἀπόλυσις ἀποφασισθῇ δὲν ὑπάρχει ἐπὶ τὴν κατηγορίαν, τυγχάνει οὕσα ἐν πάσῃ ὁμοφωνίᾳ, καθ᾽ ἡμῶν νὰ ἀπολυθῇ ὁ κατηγορούμενος ἐντὸς τῆς προθεσμίας.»	[617, 621, 900, 740]
funeral-names: François Pascal, Marie Fr. Pascal, Ἰωάννης Κ. Ζάννος, Μαρία Ἰω. Ζάννου.	[918, 598, 1197, 627]
memorial-row	[913, 1000, 1201, 1014]
headline-electric: Η ΕΛΛΗΝΙΚΗ ΗΛΕΚΤΡΙΚΗ ΕΤΑΙΡΙΑ	[58, 1525, 254, 1561]
memorial-cell: Δημ. Χαλκωματᾶς	[913, 970, 1023, 985]
article-text: Ἐπίσημοι εἰδήσεις, ληφθεῖσαι χθές, βεβαιοῦν, ὅτι αἱ ἐν Μακεδονίᾳ τουρκικαὶ στρατιωτικαὶ δυνάμεις συνεπληρώθησαν ἤδη ἐπὶ πλῆρον μετρίων, ἀποτελοῦσαι τὸ ὅλον τὸ καὶ εἰς ἰσχυρότερον στρατ. σῶμα τῆς Τουρκίας, εἶναι ἀρκετοὶ πρὸς συγκρατήσιν τῆς τάξεως καὶ πρὸς ἀποτροπὴν οἱουδήποτε κινήματος τῶν Βουλγάρων.	[6, 1394, 306, 1514]
article-text: Σήμερον ἡ κ. Ἀδὰμ ἴσως δεχθῇ ἀπὸ τῆς 11 π. μ. μέχρι τῆς 3 μ. μ., ὅτε θὰ μεταβῇ αὖθις εἰς τὸ Μουσεῖο ἐπίσκεψιν της, περὶ τὴν ὥραν δὲ θὰ μεταβῇ αὖθις εἰς τὸν Παρνασσόν, ἐκτὸς ἂν παρεμπέσῃ απρόοπτον κώλυμα.	[6, 1252, 306, 1327]
doctor-title: Ἰατρός, ὑφηγητὴς Πανεπιστημίου	[955, 1242, 1160, 1256]
article-text: Περὶ τὴν 5 1/2 μ. μ. μετέβη εἰς τὸν Παρνασσόν, ὡς ἀνέφερε σοφίᾳ τὴν Αὐλήν.	[6, 960, 306, 990]
article-text-bold: Αἱ παραστάσεις ὅμως τῆς Ἀγγλίας καὶ τῆς Γαλλίας, αἱ ὁποῖαι κατὰ τὴν «Πολιτικὴν Ἀνταπόκρισιν» ἐγένοντο πρὸς τὴν Τουρκικὴν Κυβέρνησιν συνεπείᾳ διαβημάτων τῆς ἑλληνικῆς Κυβερνήσεως, δὲν συμφωνοῦσι μὲ τὰς ρωσικάς.	[1217, 457, 1562, 580]
signature: Δ. Κ.	[1533, 783, 1562, 798]
thanks-place: Ἐν Πειραιεῖ 14 Φεβρουαρίου 1901	[628, 1739, 889, 1756]
divider	[617, 1413, 900, 1414]
subtitle: Ἡ τάξις ἐν Πύργῳ. — Ἡ κηδεία τοῦ λοχαγοῦ Βυτινιώτου. — Μεταθέσεις ἀστυφυλάκων	[323, 436, 602, 484]
subheadline-adam: ΠΩΣ ΔΙΗΛΘΕ ΤΗΝ ΧΘΕΣΙΝΗΝ ΗΜΕΡΑΝ	[33, 234, 279, 271]
guild-name: Ἀνδρ. Θεοδωράκης	[1000, 289, 1115, 304]
article-text: Ἡ κ. Ἀδὰμ εἶχεν ἤδη ἀποφασίσει ν᾽ ἀπέλθῃ εἰς Ναύπλιον τὸ προσεχὲς Σάββατον, ἀνέβαλεν ὅμως τὴν ἀναχώρησίν της ἕνεκα προσκλήσεως τοῦ πρεσβευτοῦ τῆς Γαλλίας εἰς γεῦμα τὸ ἑσπέρας τῆς Κυριακῆς.	[6, 1128, 306, 1201]
article-text: θανοῦσαν χθές, κηδεύομεν σήμερον Πέμπτην ὥραν 10ην π. μ. ἐκ τοῦ καθολικοῦ Ναοῦ τοῦ Ἁγίου Διονυσίου.	[913, 403, 1201, 448]
article-text: Ἐν Ροδῷ ναυλοχεῖ ἀπό τινων ἡμερῶν μέρος τοῦ γαλλικοῦ στόλου τῆς Μεσογείου συνιστάμενον ἐκ τριῶν ὁπλιταγωγῶν θωρηκτῶν ὑπὸ τὴν διοίκησιν τοῦ ὑποναυάρχου Gaillard.	[321, 1463, 604, 1538]
dateline: (Ἰδιαίτερον τηλεγρ. τοῦ «Ἐμπρός»)	[357, 1279, 568, 1294]
headline-adam: Η ΚΥΡΙΑ ΙΟΥΛΙΕΤΤΑ ΑΔΑΜ	[75, 133, 236, 230]
memorial-name: ΘΕΟΦΙΛΟΥ Γ. ΧΑΛΚΟΜΑΤΑ	[957, 833, 1157, 853]
headline-murder: Ο ΦΟΝΟΣ ΤΟΥ ΒΥΤΙΝΙΩΤΟΥ	[346, 8, 579, 25]
article-text: Τὰ γραφέντα τῆς ἡμέρας ταύτας περὶ τῆς μεγάλης Ἑλληνικῆς Ἠλεκτρικῆς Ἑταιρίας καὶ τῆς τοῦ Siemens εἶναι ὅλως ἐσφαλμένα. Κατ᾽ ἀσφαλεῖς ἡμῶν πληροφορίας ἐκ Βερολίνου πληροφορίας μέγα οἰκονομικὸς ὅμιλος (groupe) τοῦ Siemens ἠλάθεσε 68 ἑκατομμύρια φράγκων, ὧν ὁ ἐπίσης εὐρωπαϊκὸς τοῦ Θέμιδων-Χούστων ὑπερέχουσαν τὰ 145 ἑκατομμύρια.	[6, 1564, 306, 1683]
subheadline-diplomacy-2: ΤΑ ΔΙΑΒΗΜΑΤΑ ΤΗΣ ΕΛΛΑΔΟΣ	[1298, 191, 1482, 207]
divider	[913, 1049, 1201, 1050]
headline-thanks: ΕΥΧΑΡΙΣΤΗΡΙΟΝ	[682, 1418, 835, 1438]
spap-years	[617, 1833, 900, 1848]
post-line: Διὰ Χίον, Σμύρνην (Πανελλήνιος) 10 π. μ.	[927, 48, 1183, 63]
column-4	[907, 0, 1207, 2343]
divider	[1217, 113, 1562, 114]
memorial-cell: Εὐστρ. Καραμανιάς	[1081, 1029, 1201, 1044]
divider	[913, 105, 1201, 106]
memorial-cell: Γεώργ.	[913, 1014, 956, 1029]
divider	[617, 1053, 900, 1054]
headline-fleet: ΓΑΛΛΙΚΟΣ ΣΤΟΛΟΣ ΕΙΣ ΠΕΙΡΑΙΑ	[376, 1424, 548, 1460]
memorial-cell: Κωνστ.	[913, 1000, 958, 1014]
memorial-cell: Εὐάγγ.	[913, 985, 956, 1000]
article-text-bold: Ἡ δὲ πρὸς τὰς παραστάσεις τῆς αὐστριακῆς Κυβερνήσεως γράφει, ὅτι τὸ διάβημα τοῦτο, κατὰ τὴν ἀντιπροσωπείαν, ἔτερον πολιτικὸν χαρακτῆρα, ἀπέβλεπον δὲ εἰς τὰς συστάσεις, ὅπως εἰσακουσθῶσι τὰ παράπονα τοῦ Μακεδονικοῦ λαοῦ, ἕνεκα τῆς ἐκεῖ καταστάσεως.	[1217, 639, 1562, 780]
memorial-row	[913, 970, 1201, 985]
subtitle: Ἡ ἐπίσκεψις τοῦ κ. Θ. Δηλιγιάννη	[24, 697, 288, 713]
doctor-spec: Οὐρητικὰ ὄργανα μόνον	[953, 1258, 1162, 1273]
guild-name: (Τ.Σ.) Ἀλκ. Α. Ζωϊόπουλος	[978, 256, 1137, 270]
divider	[321, 1420, 604, 1421]
article-text-bold: Τὸ βιεννέζον ἡμιεπίσημον ὄργανον δὲν ἀναφέρει περὶ τούτου περισσοτέρας λεπτομερείας.	[1217, 583, 1562, 636]
spap-year: 1901	[809, 1832, 841, 1847]
water-title: ΥΔΩΡ ΛΟΥΤΡΑΚΙΟΥ	[961, 1704, 1153, 1770]
subheadline-diplomacy: ΑΙ ΠΑΡΑΣΤΑΣΕΙΣ ΤΩΝ ΔΥΝΑΜΕΩΝ	[1262, 168, 1517, 187]
subheadline-macedonia-3: ΠΥΡΠΟΛΗΣΙΣ ΧΩΡΙΟΥ ΣΧΙΣΜΑΤΙΚΟΥ. — ΠΟΣΟΙ ΕΦΟΝΕΥΘΗΣΑΝ ΚΑΙ ΕΚΛΗΣΑΝ	[1269, 897, 1510, 926]
article-text: Τὴν προσφιλεστάτην ἡμῖν	[927, 362, 1085, 376]
doctor2-name: ΘΩΜΑΣ ΑΝΑΓΝΩΣΤΟΠΟΥΛΟΣ	[949, 1302, 1166, 1322]
doctor-address: Ὁδὸς Αἰόλου 148	[1004, 1275, 1110, 1290]
article-text: ΠΑΤΡΑΙ, 14 Φεβρουαρίου. — Διὰ τοῦ τραίνου τῆς μεσημβρίας ὁ νεκρὸς τοῦ Βυτινιώτου μετεφέρθη εἰς τὴν πατρίδα του Κιάτον. Κόσμος πολὺς συνέρρευσεν εἰς τὸν σταθμὸν λυπούμενος διὰ τὸν οἰκτρὸν θάνατον τοῦ ἐντίμου ἀξιωματικοῦ.	[321, 848, 604, 937]
assoc-signature: Ἡ ἐπὶ τοῦ χοροῦ ἐπιτροπή	[679, 2063, 838, 2077]
headline-spap: ΕΤΑΙΡΙΑ Σ. Π. Α. Π.	[641, 1784, 876, 1811]
article-text: Ὁ κ. Σιμόπουλος μαθὼν τὰ τῆς κλοπῆς ταύτης τηλεφωνικῶς διέταξεν ἐκ Παπηῶν νὰ ἐνεργηθῶσιν ἀνακρίσεις πρὸς ἀνακάλυψιν τῶν δραστῶν καὶ νὰ ληφθῶσι μέτρα πρὸς πρόληψιν νέας κλοπῆς.	[6, 55, 306, 129]
article-text: Χθεσινὸν ἐπίσημον πρὸς τὸ ὑπουργεῖον τῶν Ἐσωτερικῶν τηλεγράφημα ἀναφέρει, ὅτι καθ᾽ ὅλην τὴν ἡμέραν πλήρης τάξις ἐπικράτησεν ἐν Πύργῳ, κατέπαυσε δὲ καὶ ὁ ἐρεθισμὸς ὁ παρατηρηθεὶς ἐπὶ ἡμέρας τινάς.	[321, 487, 604, 561]
